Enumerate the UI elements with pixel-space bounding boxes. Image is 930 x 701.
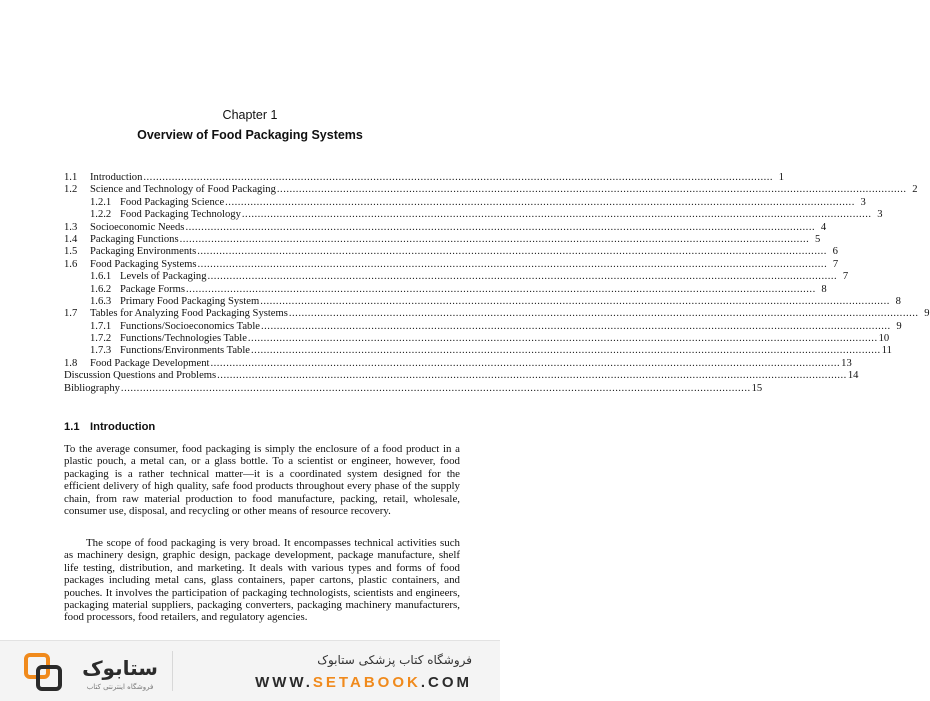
- toc-dot-leader: ........................................................................................................................................................................................................: [261, 320, 891, 332]
- toc-entry-title: Bibliography: [64, 382, 120, 394]
- toc-entry-page: 1: [778, 172, 785, 183]
- toc-dot-leader: ........................................................................................................................................................................................................: [247, 333, 878, 345]
- toc-dot-leader: ........................................................................................................................................................................................................: [179, 233, 810, 245]
- toc-entry: [64, 221, 827, 234]
- toc-entry-page: 7: [842, 271, 849, 283]
- toc-entry-page: 15: [751, 382, 763, 394]
- store-url[interactable]: [255, 674, 472, 691]
- toc-entry-number: 1.7.2: [90, 333, 112, 345]
- toc-dot-leader: ........................................................................................................................................................................................................: [197, 246, 827, 258]
- toc-entry-title: Levels of Packaging: [120, 271, 207, 283]
- toc-dot-leader: ........................................................................................................................................................................................................: [197, 258, 828, 270]
- toc-entry-page: 2: [912, 184, 918, 196]
- toc-entry-page: 13: [841, 357, 852, 369]
- logo-text: ستابوک: [82, 656, 158, 680]
- paragraph: The scope of food packaging is very broad. It encompasses technical activities such as machinery design, graphic design, package development, package manufacture, shelf life testing, distribution, and marketing. It deals with various types and forms of food packages including metal cans, glass containers, paper cartons, plastic containers, and pouches. It involves the participation of packaging technologists, scientists and engineers, packaging material suppliers, packaging converters, packaging machinery manufacturers, food processors, food retailers, and regulatory agencies.: [64, 537, 460, 624]
- table-of-contents: [64, 172, 930, 395]
- toc-entry-page: 7: [832, 258, 839, 270]
- toc-entry-number: 1.6.1: [90, 271, 112, 283]
- toc-dot-leader: ........................................................................................................................................................................................................: [120, 382, 751, 394]
- toc-entry-number: 1.1: [64, 172, 78, 183]
- toc-entry-title: Packaging Functions: [90, 233, 179, 245]
- toc-entry: [64, 172, 785, 184]
- toc-entry-title: Functions/Socioeconomics Table: [120, 320, 260, 332]
- toc-entry-number: 1.2.2: [90, 209, 112, 221]
- toc-entry-page: 8: [821, 283, 827, 295]
- toc-entry-title: Package Forms: [120, 283, 186, 295]
- toc-entry: [64, 233, 821, 246]
- logo-subtext: فروشگاه اینترنتی کتاب: [86, 683, 154, 691]
- paragraph: To the average consumer, food packaging is simply the enclosure of a food product in a plastic pouch, a metal can, or a glass bottle. To a scientist or engineer, however, food packaging is a rather technical matter—it is a coordinated system designed for the efficient delivery of high quality, safe food products throughout every phase of the supply chain, from raw material production to food manufacture, packing, retail, wholesale, consumer use, disposal, and recycling or other means of resource recovery.: [64, 443, 460, 518]
- toc-entry: [64, 357, 852, 370]
- toc-entry-title: Food Packaging Technology: [120, 209, 241, 221]
- toc-entry-number: 1.7: [64, 308, 78, 320]
- toc-dot-leader: ........................................................................................................................................................................................................: [185, 221, 816, 233]
- setabook-logo-icon: [24, 649, 164, 695]
- url-prefix: WWW.: [255, 674, 313, 691]
- toc-entry: [64, 382, 763, 395]
- toc-dot-leader: ........................................................................................................................................................................................................: [186, 283, 816, 295]
- toc-dot-leader: ........................................................................................................................................................................................................: [225, 196, 855, 208]
- toc-dot-leader: ........................................................................................................................................................................................................: [251, 345, 881, 357]
- toc-entry-title: Primary Food Packaging System: [120, 295, 260, 307]
- toc-entry-title: Science and Technology of Food Packaging: [90, 184, 276, 196]
- toc-dot-leader: ........................................................................................................................................................................................................: [241, 209, 872, 221]
- toc-entry-title: Food Package Development: [90, 357, 210, 369]
- toc-entry: [64, 184, 918, 196]
- toc-entry-number: 1.6: [64, 258, 78, 270]
- toc-entry: [64, 209, 883, 221]
- toc-entry-number: 1.7.3: [90, 345, 112, 357]
- section-heading: [64, 421, 155, 433]
- toc-entry-title: Discussion Questions and Problems: [64, 370, 217, 382]
- toc-dot-leader: ........................................................................................................................................................................................................: [143, 172, 774, 183]
- toc-entry-number: 1.6.3: [90, 295, 112, 307]
- toc-entry: [64, 246, 838, 258]
- toc-entry: [64, 271, 849, 283]
- toc-entry-title: Food Packaging Science: [120, 196, 225, 208]
- toc-dot-leader: ........................................................................................................................................................................................................: [207, 271, 838, 283]
- toc-dot-leader: ........................................................................................................................................................................................................: [288, 308, 919, 320]
- toc-entry-number: 1.2.1: [90, 196, 112, 208]
- toc-entry-number: 1.5: [64, 246, 78, 258]
- store-footer-banner: [0, 640, 500, 701]
- toc-entry-page: 14: [847, 370, 859, 382]
- toc-dot-leader: ........................................................................................................................................................................................................: [217, 370, 847, 382]
- toc-entry: [64, 370, 859, 382]
- toc-dot-leader: ........................................................................................................................................................................................................: [260, 295, 890, 307]
- toc-entry-page: 8: [895, 295, 901, 307]
- toc-entry-title: Tables for Analyzing Food Packaging Systems: [90, 308, 288, 320]
- toc-entry-number: 1.8: [64, 357, 78, 369]
- url-brand: SETABOOK: [312, 674, 421, 691]
- toc-dot-leader: ........................................................................................................................................................................................................: [210, 357, 841, 369]
- toc-entry-page: 6: [832, 246, 838, 258]
- toc-entry-page: 9: [924, 308, 930, 320]
- toc-entry-title: Packaging Environments: [90, 246, 197, 258]
- chapter-title: Overview of Food Packaging Systems: [137, 128, 363, 142]
- toc-entry-number: 1.4: [64, 233, 78, 245]
- toc-entry: [64, 345, 892, 357]
- toc-entry-title: Functions/Environments Table: [120, 345, 251, 357]
- toc-entry-page: 3: [877, 209, 883, 221]
- toc-entry: [64, 196, 866, 209]
- toc-entry-page: 5: [814, 233, 821, 245]
- chapter-label: Chapter 1: [222, 108, 278, 122]
- toc-entry-number: 1.2: [64, 184, 78, 196]
- section-title: Introduction: [90, 421, 156, 433]
- toc-entry: [64, 295, 901, 308]
- toc-entry-page: 9: [896, 320, 902, 332]
- toc-entry: [64, 333, 890, 345]
- toc-entry-title: Functions/Technologies Table: [120, 333, 247, 345]
- toc-entry-number: 1.6.2: [90, 283, 112, 295]
- toc-entry-number: 1.7.1: [90, 320, 112, 332]
- toc-entry-number: 1.3: [64, 221, 78, 233]
- toc-entry-title: Socioeconomic Needs: [90, 221, 185, 233]
- toc-entry: [64, 308, 930, 320]
- toc-entry: [64, 320, 902, 333]
- toc-entry-page: 3: [860, 196, 866, 208]
- toc-entry-page: 10: [878, 333, 890, 345]
- toc-entry: [64, 283, 827, 296]
- toc-entry-title: Food Packaging Systems: [90, 258, 197, 270]
- toc-entry-title: Introduction: [90, 172, 143, 183]
- section-number: 1.1: [64, 421, 80, 433]
- toc-entry: [64, 258, 839, 271]
- toc-dot-leader: ........................................................................................................................................................................................................: [276, 184, 907, 196]
- toc-entry-page: 4: [820, 221, 827, 233]
- footer-divider: [172, 651, 173, 691]
- url-suffix: .COM: [420, 674, 472, 691]
- store-name: فروشگاه کتاب پزشکی ستابوک: [317, 653, 472, 667]
- toc-entry-page: 11: [881, 345, 892, 357]
